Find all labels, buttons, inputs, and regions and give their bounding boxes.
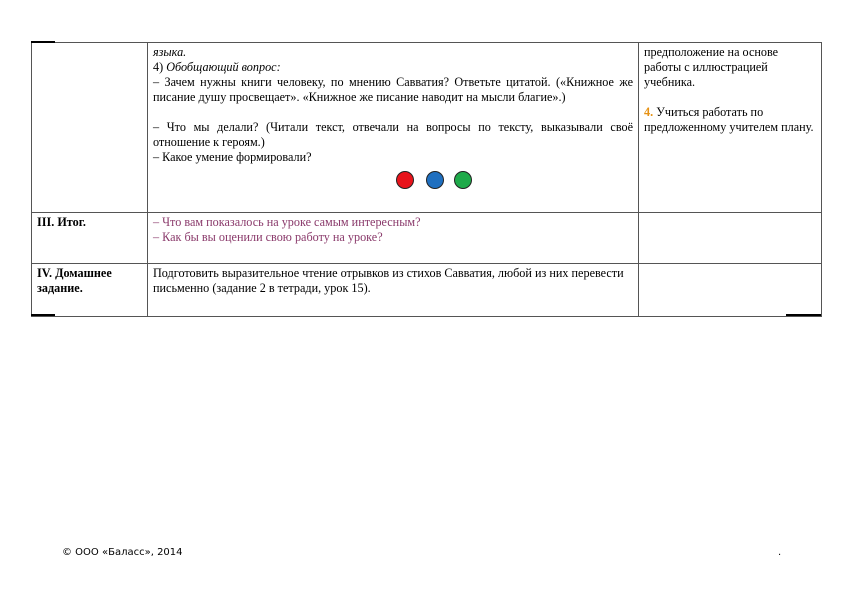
activity-cell bbox=[148, 43, 639, 213]
color-circles bbox=[396, 171, 476, 191]
red-circle-icon bbox=[396, 171, 414, 189]
summary-question: – Что вам показалось на уроке самым интересным? bbox=[153, 215, 421, 229]
item-number: 4. bbox=[644, 105, 654, 119]
table-row bbox=[32, 264, 822, 317]
table-corner-mark bbox=[31, 41, 55, 43]
green-circle-icon bbox=[454, 171, 472, 189]
table-row bbox=[32, 213, 822, 264]
homework-cell: Подготовить выразительное чтение отрывков из стихов Савватия, любой из них перевести письменно (задание 2 в тетради, урок 15). bbox=[148, 264, 639, 317]
footer-copyright: © ООО «Баласс», 2014 bbox=[62, 547, 183, 558]
footer-dot: . bbox=[778, 547, 782, 558]
stage-cell-empty bbox=[32, 43, 148, 213]
reflection-question: – Что мы делали? (Читали текст, отвечали на вопросы по тексту, выказывали своё отношение к героям.) bbox=[153, 120, 633, 149]
skill-question: – Какое умение формировали? bbox=[153, 150, 312, 164]
skills-item: 4. Учиться работать по предложенному учителем плану. bbox=[644, 105, 814, 134]
stage-label: III. Итог. bbox=[32, 213, 148, 264]
table-corner-mark bbox=[786, 314, 821, 316]
skills-text: предположение на основе работы с иллюстрацией учебника. bbox=[644, 45, 779, 89]
skills-cell bbox=[639, 43, 822, 213]
table-corner-mark bbox=[31, 314, 55, 316]
question-heading: 4) Обобщающий вопрос: bbox=[153, 60, 281, 74]
blue-circle-icon bbox=[426, 171, 444, 189]
question-text: – Зачем нужны книги человеку, по мнению Савватия? Ответьте цитатой. («Книжное же писание душу просвещает». «Книжное же писание наводит на мысли благие».) bbox=[153, 75, 633, 104]
summary-cell bbox=[148, 213, 639, 264]
stage-label: IV. Домашнее задание. bbox=[32, 264, 148, 317]
empty-cell bbox=[639, 264, 822, 317]
text-line: языка. bbox=[153, 45, 187, 59]
summary-question: – Как бы вы оценили свою работу на уроке? bbox=[153, 230, 383, 244]
empty-cell bbox=[639, 213, 822, 264]
